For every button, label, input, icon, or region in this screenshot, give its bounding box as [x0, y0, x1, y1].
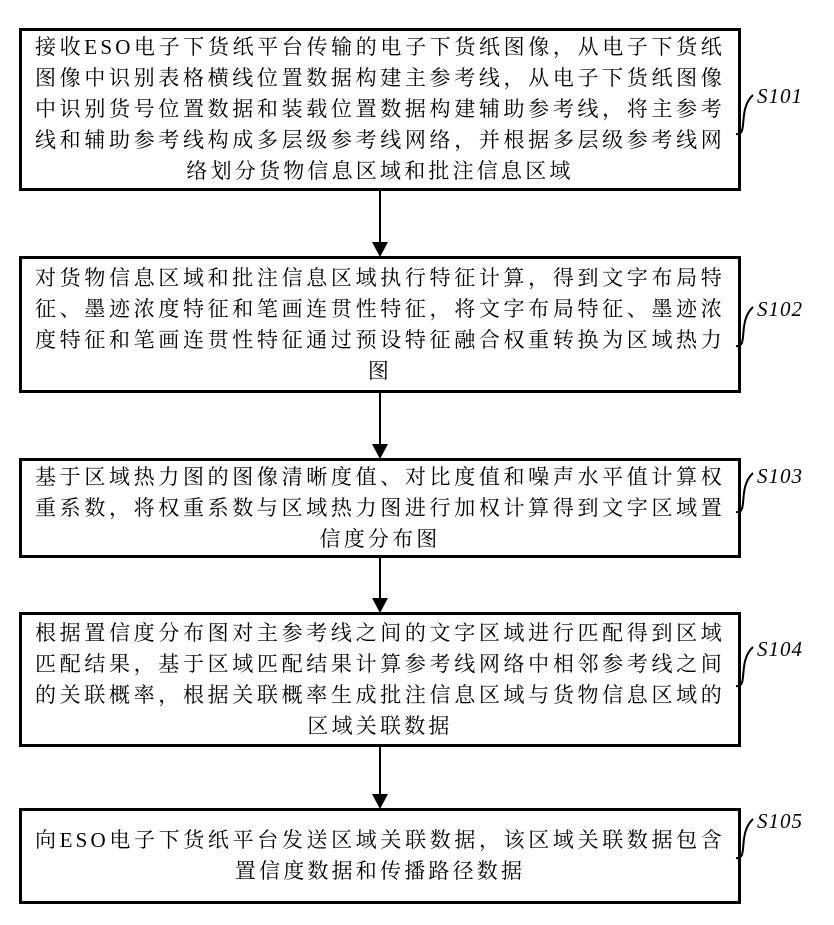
- reference-curve-s102: [735, 304, 759, 348]
- flow-arrow-down-1: [372, 191, 388, 257]
- flow-step-text-s101: 接收ESO电子下货纸平台传输的电子下货纸图像，从电子下货纸图像中识别表格横线位置数据构建主参考线，从电子下货纸图像中识别货号位置数据和装载位置数据构建辅助参考线，将主参考线和辅助参考线构成多层级参考线网络，并根据多层级参考线网络划分货物信息区域和批注信息区域: [35, 35, 725, 183]
- flow-step-box-s101: [19, 28, 741, 191]
- arrow-shaft: [379, 393, 381, 446]
- step-label-s105: S105: [757, 809, 803, 833]
- reference-curve-s104: [735, 644, 759, 688]
- arrow-head-icon: [372, 794, 388, 809]
- flow-step-text-s104: 根据置信度分布图对主参考线之间的文字区域进行匹配得到区域匹配结果，基于区域匹配结果计算参考线网络中相邻参考线之间的关联概率，根据关联概率生成批注信息区域与货物信息区域的区域关联数据: [35, 620, 725, 738]
- flow-step-text-s102: 对货物信息区域和批注信息区域执行特征计算，得到文字布局特征、墨迹浓度特征和笔画连贯性特征，将文字布局特征、墨迹浓度特征和笔画连贯性特征通过预设特征融合权重转换为区域热力图: [35, 265, 725, 383]
- arrow-shaft: [379, 558, 381, 600]
- step-label-s103: S103: [757, 464, 803, 488]
- step-label-s101: S101: [757, 84, 803, 108]
- reference-curve-s101: [735, 92, 759, 136]
- flow-step-box-s103: [19, 458, 741, 558]
- reference-curve-s103: [735, 470, 759, 514]
- arrow-head-icon: [372, 598, 388, 613]
- arrow-shaft: [379, 191, 381, 244]
- flow-step-text-s103: 基于区域热力图的图像清晰度值、对比度值和噪声水平值计算权重系数，将权重系数与区域热力图进行加权计算得到文字区域置信度分布图: [35, 464, 725, 551]
- reference-curve-s105: [735, 816, 759, 860]
- flow-arrow-down-2: [372, 393, 388, 459]
- flow-arrow-down-3: [372, 558, 388, 613]
- flow-step-text-s105: 向ESO电子下货纸平台发送区域关联数据，该区域关联数据包含置信度数据和传播路径数据: [35, 828, 725, 883]
- flow-step-box-s102: [19, 256, 741, 393]
- step-label-s104: S104: [757, 637, 803, 661]
- flow-step-box-s105: [19, 808, 741, 904]
- flow-arrow-down-4: [372, 747, 388, 809]
- arrow-shaft: [379, 747, 381, 796]
- arrow-head-icon: [372, 444, 388, 459]
- arrow-head-icon: [372, 242, 388, 257]
- flow-step-box-s104: [19, 612, 741, 747]
- step-label-s102: S102: [757, 297, 803, 321]
